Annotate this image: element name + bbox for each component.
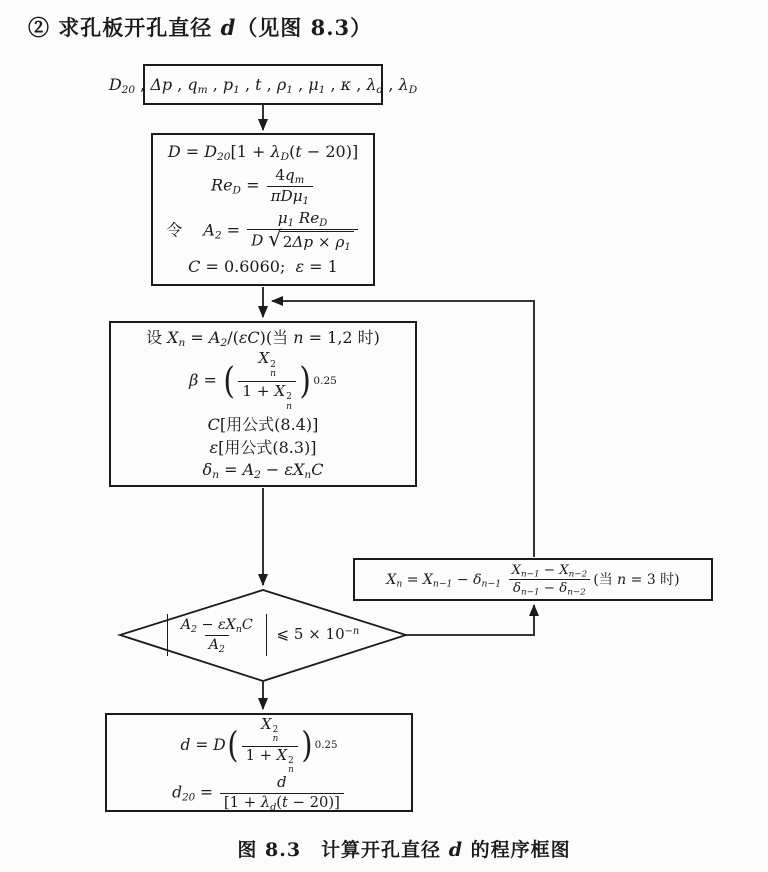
arrow-decision-to-secant: [406, 605, 534, 635]
formula-line: C = 0.6060; ε = 1: [188, 256, 338, 276]
formula-line: $Re_D$ = $\frac{4q_m}{\pi D\mu_1}$: [211, 167, 315, 205]
initialization-box: [151, 133, 375, 286]
formula-line: d = D ( X 2 n 1 + X 2 n ) 0.25: [180, 716, 338, 775]
formula-line: β = ( X 2 n 1 + X 2 n ) 0.25: [189, 349, 337, 412]
input-parameters-box: [108, 64, 418, 105]
formula-line: 设 $X_n = A_2/(\varepsilon C)$(当 n = 1,2 时): [146, 327, 380, 349]
formula-line: $D_{20}$ , Δp , $q_m$ , $p_1$ , t , $\rho_1$ , $\mu_1$ , κ , $\lambda_d$ , $\lambda_D$: [108, 74, 418, 96]
convergence-decision-diamond: [117, 594, 409, 676]
formula-line: $\delta_n = A_2 - \varepsilon X_nC$: [202, 460, 324, 482]
secant-update-box: [353, 558, 713, 601]
formula-line: $\frac{A_2 - \varepsilon X_nC}{A_2}$ ⩽ $5 \times 10^{-n}$: [167, 614, 360, 656]
formula-line: $d_{20}$ = $\frac{d}{[1 + \lambda_d(t - 20)]}$: [172, 775, 346, 812]
formula-line: $D = D_{20}[1 + \lambda_D(t - 20)]$: [167, 142, 359, 164]
formula-line: ε[用公式(8.3)]: [209, 437, 317, 457]
figure-caption: 图 8.3 计算开孔直径 d 的程序框图: [237, 839, 571, 861]
section-heading: ② 求孔板开孔直径 d（见图 8.3）: [28, 15, 373, 40]
formula-line: C[用公式(8.4)]: [207, 414, 319, 434]
formula-line: $X_n = X_{n-1} - \delta_{n-1}$ $\frac{X_{n-1} - X_{n-2}}{\delta_{n-1} - \delta_{n-2}}$ (当 n = 3 时): [386, 562, 680, 598]
iteration-box: [109, 321, 417, 487]
formula-line: 令 $A_2$ = $\mu_1$ $Re_D$ D √ $2\Delta p \times \rho_1$: [166, 210, 360, 252]
result-box: [105, 713, 413, 812]
